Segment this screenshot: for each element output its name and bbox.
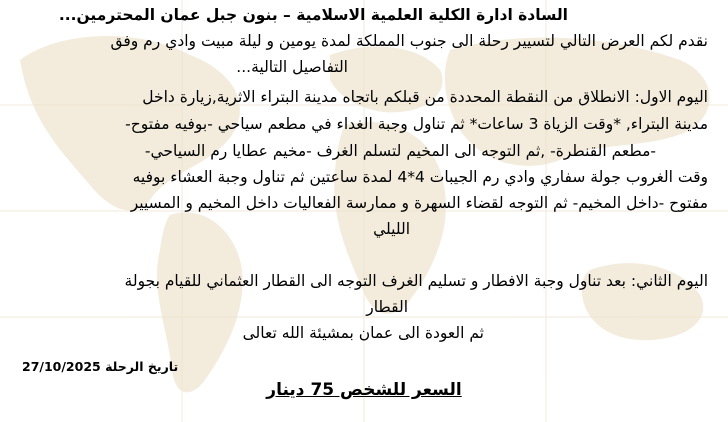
- day1-line-2: مدينة البتراء, *وقت الزياة 3 ساعات* ثم تناول وجبة الغداء في مطعم سياحي -بوفيه مفتوح-: [125, 115, 708, 133]
- day1-line-6: الليلي: [373, 220, 410, 238]
- day2-line-2: القطار: [366, 298, 408, 316]
- day1-line-5: مفتوح -داخل المخيم- ثم التوجه لقضاء السهرة و ممارسة الفعاليات داخل المخيم و المسيير: [130, 194, 708, 212]
- trip-date: [22, 359, 178, 374]
- trip-date-label: تاريخ الرحلة: [105, 359, 179, 374]
- intro-line-2: التفاصيل التالية...: [236, 58, 348, 76]
- day1-line-1: اليوم الاول: الانطلاق من النقطة المحددة من قبلكم باتجاه مدينة البتراء الاثرية,زيارة داخل: [142, 88, 708, 106]
- trip-date-value: 27/10/2025: [22, 359, 101, 374]
- greeting-line: السادة ادارة الكلية العلمية الاسلامية – بنون جبل عمان المحترمين...: [58, 6, 568, 24]
- day2-line-1: اليوم الثاني: بعد تناول وجبة الافطار و تسليم الغرف التوجه الى القطار العثماني للقيام بجولة: [124, 272, 708, 290]
- price-line: السعر للشخص 75 دينار: [266, 380, 462, 400]
- closing-line: ثم العودة الى عمان بمشيئة الله تعالى: [242, 324, 484, 342]
- day1-line-4: وقت الغروب جولة سفاري وادي رم الجيبات 4*4 لمدة ساعتين ثم تناول وجبة العشاء بوفيه: [132, 168, 708, 186]
- day1-line-3: -مطعم القنطرة- ,ثم التوجه الى المخيم لتسلم الغرف -مخيم عطايا رم السياحي-: [144, 142, 656, 160]
- intro-line-1: نقدم لكم العرض التالي لتسيير رحلة الى جنوب المملكة لمدة يومين و ليلة مبيت وادي رم وفق: [110, 32, 708, 50]
